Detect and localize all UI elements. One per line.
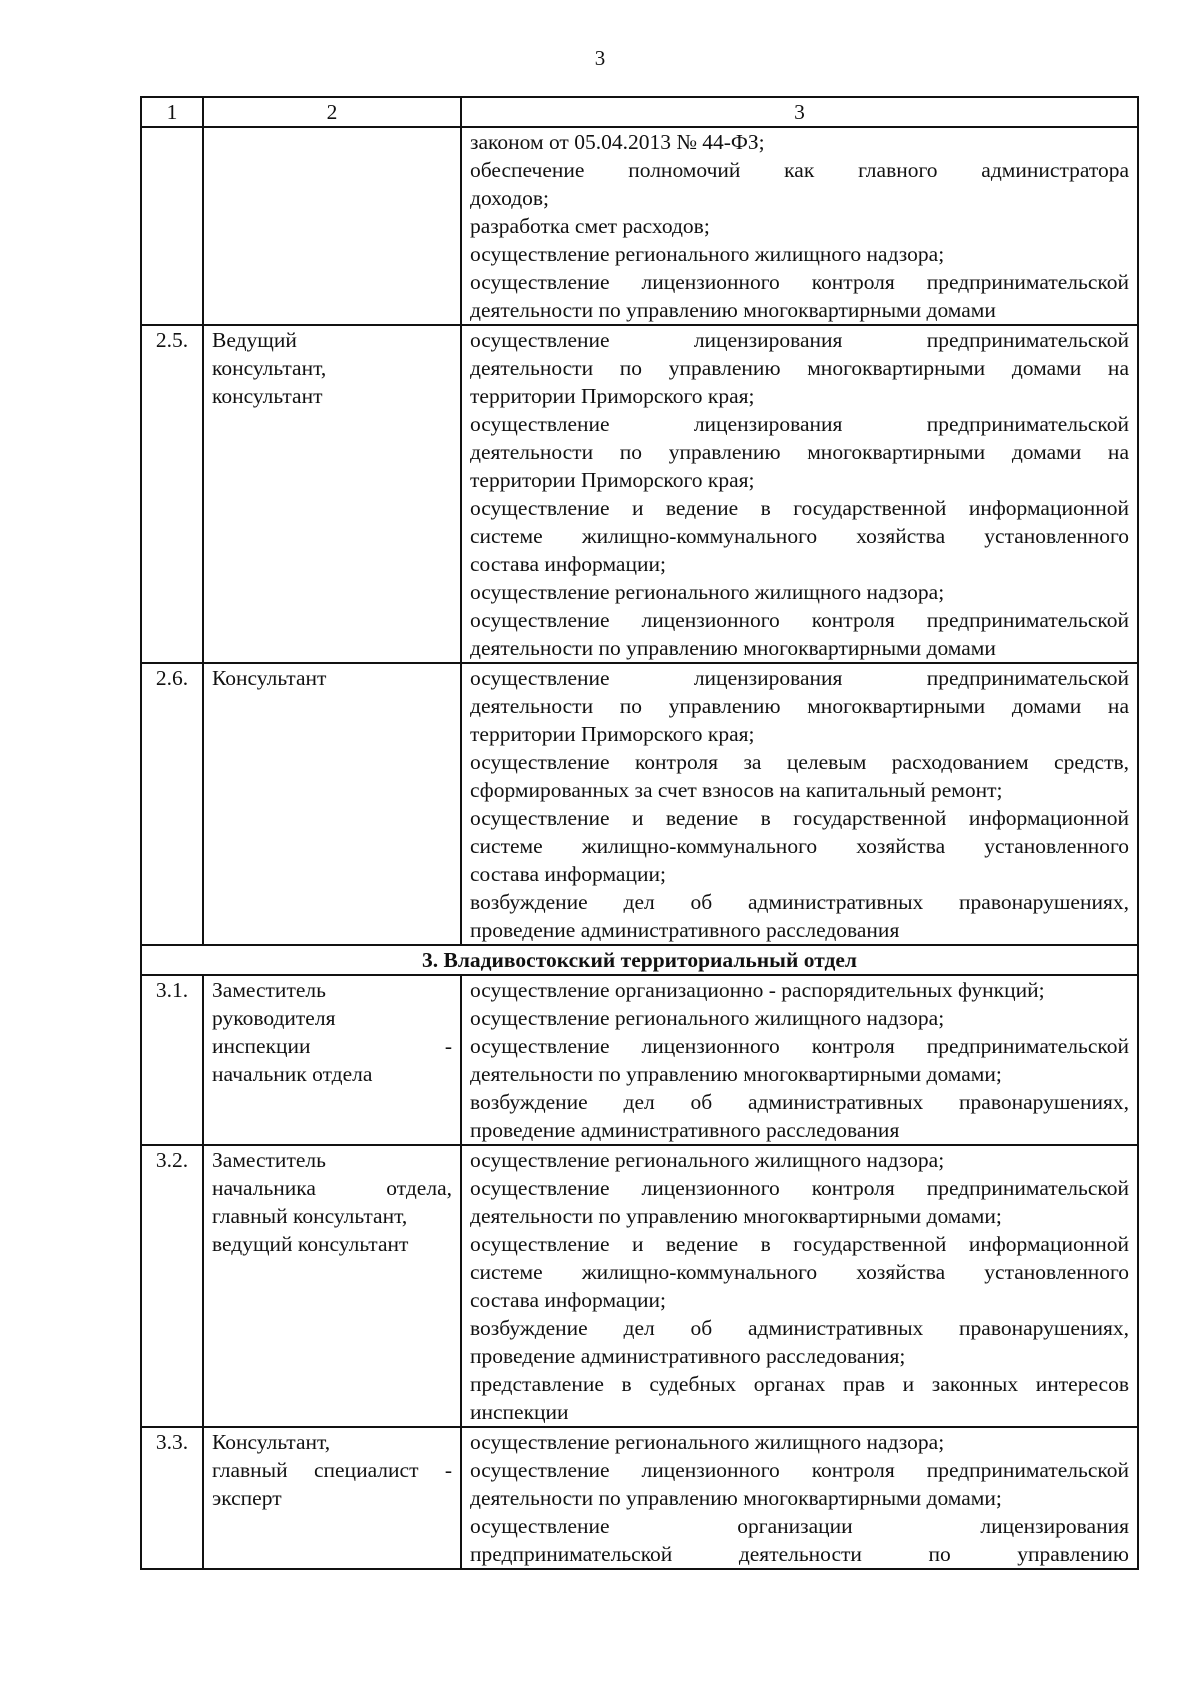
position-cell xyxy=(203,1427,461,1569)
function-line: осуществление контроля за целевым расходованием средств, xyxy=(470,750,1129,774)
position-line: ведущий консультант xyxy=(212,1232,409,1256)
row-number xyxy=(141,127,203,325)
section-title: 3. Владивостокский территориальный отдел xyxy=(141,945,1138,975)
table-row xyxy=(141,1145,1138,1427)
position-cell xyxy=(203,325,461,663)
function-line: осуществление регионального жилищного надзора; xyxy=(470,580,945,604)
function-line: проведение административного расследования; xyxy=(470,1344,906,1368)
function-line: системе жилищно-коммунального хозяйства установленного xyxy=(470,1260,1129,1284)
function-line: осуществление регионального жилищного надзора; xyxy=(470,242,945,266)
function-line: территории Приморского края; xyxy=(470,384,755,408)
position-line: консультант, xyxy=(212,356,327,380)
function-line: осуществление регионального жилищного надзора; xyxy=(470,1148,945,1172)
function-line: предпринимательской деятельности по управлению xyxy=(470,1542,1129,1566)
position-line: Консультант, xyxy=(212,1430,331,1454)
position-line: Заместитель xyxy=(212,978,326,1002)
page-number: 3 xyxy=(594,46,606,70)
position-cell xyxy=(203,1145,461,1427)
position-line: консультант xyxy=(212,384,323,408)
function-line: возбуждение дел об административных правонарушениях, xyxy=(470,890,1129,914)
table-row xyxy=(141,325,1138,663)
position-cell xyxy=(203,663,461,945)
position-line: начальника отдела, xyxy=(212,1176,452,1200)
position-cell xyxy=(203,127,461,325)
function-line: осуществление лицензирования предпринимательской xyxy=(470,412,1129,436)
function-line: системе жилищно-коммунального хозяйства установленного xyxy=(470,524,1129,548)
function-line: осуществление регионального жилищного надзора; xyxy=(470,1430,945,1454)
function-line: осуществление и ведение в государственной информационной xyxy=(470,1232,1129,1256)
function-line: системе жилищно-коммунального хозяйства установленного xyxy=(470,834,1129,858)
function-line: осуществление организации лицензирования xyxy=(470,1514,1129,1538)
table-row xyxy=(141,975,1138,1145)
function-line: представление в судебных органах прав и законных интересов xyxy=(470,1372,1129,1396)
row-number: 3.1. xyxy=(141,975,203,1145)
position-line: Заместитель xyxy=(212,1148,326,1172)
function-line: осуществление организационно - распорядительных функций; xyxy=(470,978,1045,1002)
function-line: деятельности по управлению многоквартирными домами; xyxy=(470,1062,1002,1086)
table-row xyxy=(141,127,1138,325)
position-line: Консультант xyxy=(212,666,327,690)
header-col-3: 3 xyxy=(461,97,1138,127)
function-line: разработка смет расходов; xyxy=(470,214,710,238)
header-col-1: 1 xyxy=(141,97,203,127)
function-line: доходов; xyxy=(470,186,550,210)
function-line: сформированных за счет взносов на капитальный ремонт; xyxy=(470,778,1003,802)
position-line: эксперт xyxy=(212,1486,282,1510)
function-line: территории Приморского края; xyxy=(470,468,755,492)
table-row xyxy=(141,663,1138,945)
row-number: 3.3. xyxy=(141,1427,203,1569)
function-line: осуществление лицензионного контроля предпринимательской xyxy=(470,270,1129,294)
section-row xyxy=(141,945,1138,975)
function-line: осуществление лицензионного контроля предпринимательской xyxy=(470,1034,1129,1058)
table-row xyxy=(141,1427,1138,1569)
function-line: проведение административного расследования xyxy=(470,1118,900,1142)
position-line: главный консультант, xyxy=(212,1204,408,1228)
function-line: осуществление лицензирования предпринимательской xyxy=(470,666,1129,690)
function-line: деятельности по управлению многоквартирными домами; xyxy=(470,1486,1002,1510)
function-line: законом от 05.04.2013 № 44-ФЗ; xyxy=(470,130,765,154)
function-line: деятельности по управлению многоквартирными домами на xyxy=(470,356,1129,380)
functions-cell xyxy=(461,975,1138,1145)
function-line: деятельности по управлению многоквартирными домами; xyxy=(470,1204,1002,1228)
position-line: Ведущий xyxy=(212,328,297,352)
function-line: деятельности по управлению многоквартирными домами на xyxy=(470,440,1129,464)
function-line: осуществление регионального жилищного надзора; xyxy=(470,1006,945,1030)
table-header-row xyxy=(141,97,1138,127)
functions-cell xyxy=(461,1427,1138,1569)
functions-cell xyxy=(461,325,1138,663)
function-line: территории Приморского края; xyxy=(470,722,755,746)
functions-cell xyxy=(461,663,1138,945)
row-number: 2.5. xyxy=(141,325,203,663)
staff-functions-table xyxy=(140,96,1139,1570)
function-line: возбуждение дел об административных правонарушениях, xyxy=(470,1090,1129,1114)
row-number: 3.2. xyxy=(141,1145,203,1427)
function-line: деятельности по управлению многоквартирными домами xyxy=(470,636,996,660)
position-line: инспекции - xyxy=(212,1034,452,1058)
function-line: состава информации; xyxy=(470,552,666,576)
function-line: обеспечение полномочий как главного администратора xyxy=(470,158,1129,182)
position-line: руководителя xyxy=(212,1006,336,1030)
function-line: осуществление лицензионного контроля предпринимательской xyxy=(470,1176,1129,1200)
functions-cell xyxy=(461,1145,1138,1427)
header-col-2: 2 xyxy=(203,97,461,127)
function-line: деятельности по управлению многоквартирными домами на xyxy=(470,694,1129,718)
position-cell xyxy=(203,975,461,1145)
function-line: осуществление лицензионного контроля предпринимательской xyxy=(470,1458,1129,1482)
function-line: состава информации; xyxy=(470,862,666,886)
position-line: начальник отдела xyxy=(212,1062,373,1086)
function-line: осуществление и ведение в государственной информационной xyxy=(470,806,1129,830)
functions-cell xyxy=(461,127,1138,325)
function-line: осуществление лицензионного контроля предпринимательской xyxy=(470,608,1129,632)
function-line: деятельности по управлению многоквартирными домами xyxy=(470,298,996,322)
row-number: 2.6. xyxy=(141,663,203,945)
function-line: инспекции xyxy=(470,1400,569,1424)
function-line: проведение административного расследования xyxy=(470,918,900,942)
function-line: осуществление и ведение в государственной информационной xyxy=(470,496,1129,520)
function-line: состава информации; xyxy=(470,1288,666,1312)
position-line: главный специалист - xyxy=(212,1458,452,1482)
function-line: возбуждение дел об административных правонарушениях, xyxy=(470,1316,1129,1340)
function-line: осуществление лицензирования предпринимательской xyxy=(470,328,1129,352)
